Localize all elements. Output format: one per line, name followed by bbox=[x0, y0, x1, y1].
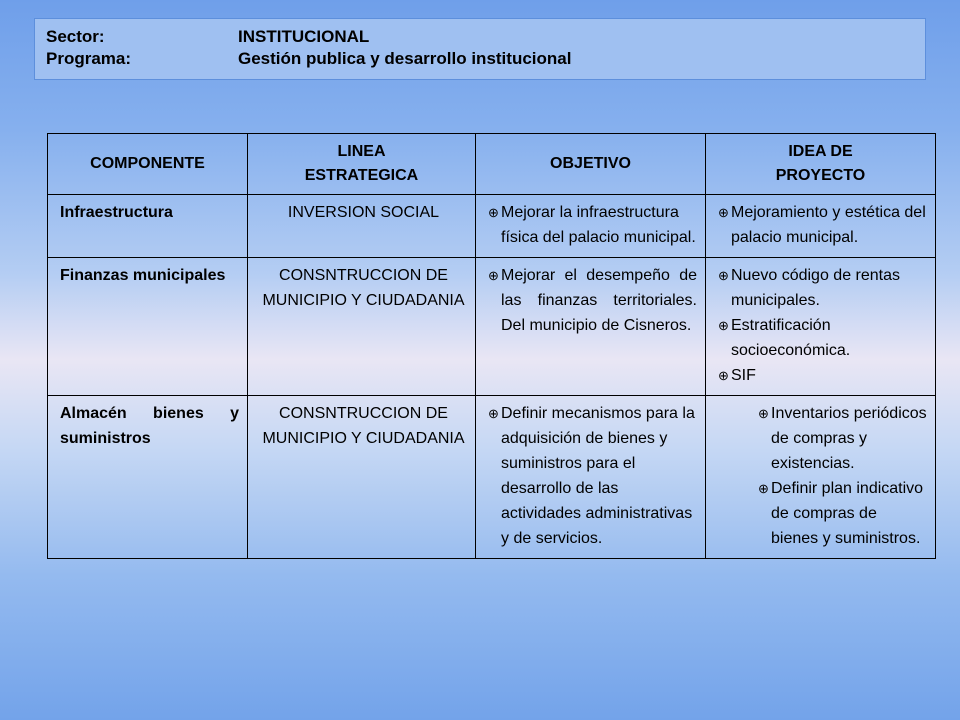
linea-cell: CONSNTRUCCION DE MUNICIPIO Y CIUDADANIA bbox=[248, 396, 476, 559]
idea-text: Definir plan indicativo de compras de bienes y suministros. bbox=[771, 480, 924, 547]
componente-cell: Almacén bienes y suministros bbox=[48, 396, 248, 559]
table-header-row bbox=[48, 134, 936, 195]
bullet-icon: ⊕ bbox=[488, 406, 499, 421]
list-item bbox=[488, 401, 697, 551]
header-linea-estrategica bbox=[248, 134, 476, 195]
programa-value: Gestión publica y desarrollo institucional bbox=[238, 49, 572, 68]
list-item bbox=[758, 476, 927, 551]
bullet-icon: ⊕ bbox=[718, 368, 729, 383]
objetivo-text: Definir mecanismos para la adquisición de bienes y suministros para el desarrollo de las actividades administrativas y de servicios. bbox=[501, 405, 695, 547]
idea-text: Inventarios periódicos de compras y existencias. bbox=[771, 405, 927, 472]
sector-value: INSTITUCIONAL bbox=[238, 27, 370, 46]
linea-cell: CONSNTRUCCION DE MUNICIPIO Y CIUDADANIA bbox=[248, 258, 476, 396]
idea-text: Nuevo código de rentas municipales. bbox=[731, 267, 900, 309]
componente-cell: Finanzas municipales bbox=[48, 258, 248, 396]
list-item bbox=[488, 263, 697, 338]
objetivo-cell bbox=[476, 195, 706, 258]
objetivo-text: Mejorar el desempeño de las finanzas territoriales. Del municipio de Cisneros. bbox=[501, 267, 697, 334]
list-item bbox=[718, 263, 927, 313]
linea-cell: INVERSION SOCIAL bbox=[248, 195, 476, 258]
bullet-icon: ⊕ bbox=[758, 406, 769, 421]
bullet-icon: ⊕ bbox=[718, 318, 729, 333]
programa-label: Programa: bbox=[46, 49, 132, 68]
project-table bbox=[47, 133, 936, 559]
objetivo-list bbox=[488, 263, 697, 338]
idea-list bbox=[758, 401, 927, 551]
bullet-icon: ⊕ bbox=[718, 268, 729, 283]
header-objetivo: OBJETIVO bbox=[476, 134, 706, 195]
header-componente: COMPONENTE bbox=[48, 134, 248, 195]
list-item bbox=[718, 363, 927, 388]
table-row bbox=[48, 195, 936, 258]
table-row bbox=[48, 258, 936, 396]
objetivo-cell bbox=[476, 258, 706, 396]
list-item bbox=[758, 401, 927, 476]
objetivo-list bbox=[488, 401, 697, 551]
table-row bbox=[48, 396, 936, 559]
bullet-icon: ⊕ bbox=[488, 268, 499, 283]
bullet-icon: ⊕ bbox=[488, 205, 499, 220]
idea-text: Mejoramiento y estética del palacio municipal. bbox=[731, 204, 926, 246]
header-linea-text: LINEA ESTRATEGICA bbox=[304, 143, 419, 184]
programa-row bbox=[46, 48, 925, 70]
sector-row bbox=[46, 26, 925, 48]
idea-text: Estratificación socioeconómica. bbox=[731, 317, 851, 359]
header-idea-text: IDEA DE PROYECTO bbox=[775, 143, 866, 184]
list-item bbox=[718, 313, 927, 363]
idea-list bbox=[718, 263, 927, 388]
objetivo-cell bbox=[476, 396, 706, 559]
idea-cell bbox=[706, 396, 936, 559]
objetivo-list bbox=[488, 200, 697, 250]
objetivo-text: Mejorar la infraestructura física del palacio municipal. bbox=[501, 204, 696, 246]
list-item bbox=[718, 200, 927, 250]
bullet-icon: ⊕ bbox=[758, 481, 769, 496]
idea-list bbox=[718, 200, 927, 250]
idea-cell bbox=[706, 258, 936, 396]
header-box bbox=[34, 18, 926, 80]
idea-text: SIF bbox=[731, 367, 756, 384]
bullet-icon: ⊕ bbox=[718, 205, 729, 220]
header-idea-de-proyecto bbox=[706, 134, 936, 195]
idea-cell bbox=[706, 195, 936, 258]
componente-cell: Infraestructura bbox=[48, 195, 248, 258]
sector-label: Sector: bbox=[46, 27, 105, 46]
list-item bbox=[488, 200, 697, 250]
